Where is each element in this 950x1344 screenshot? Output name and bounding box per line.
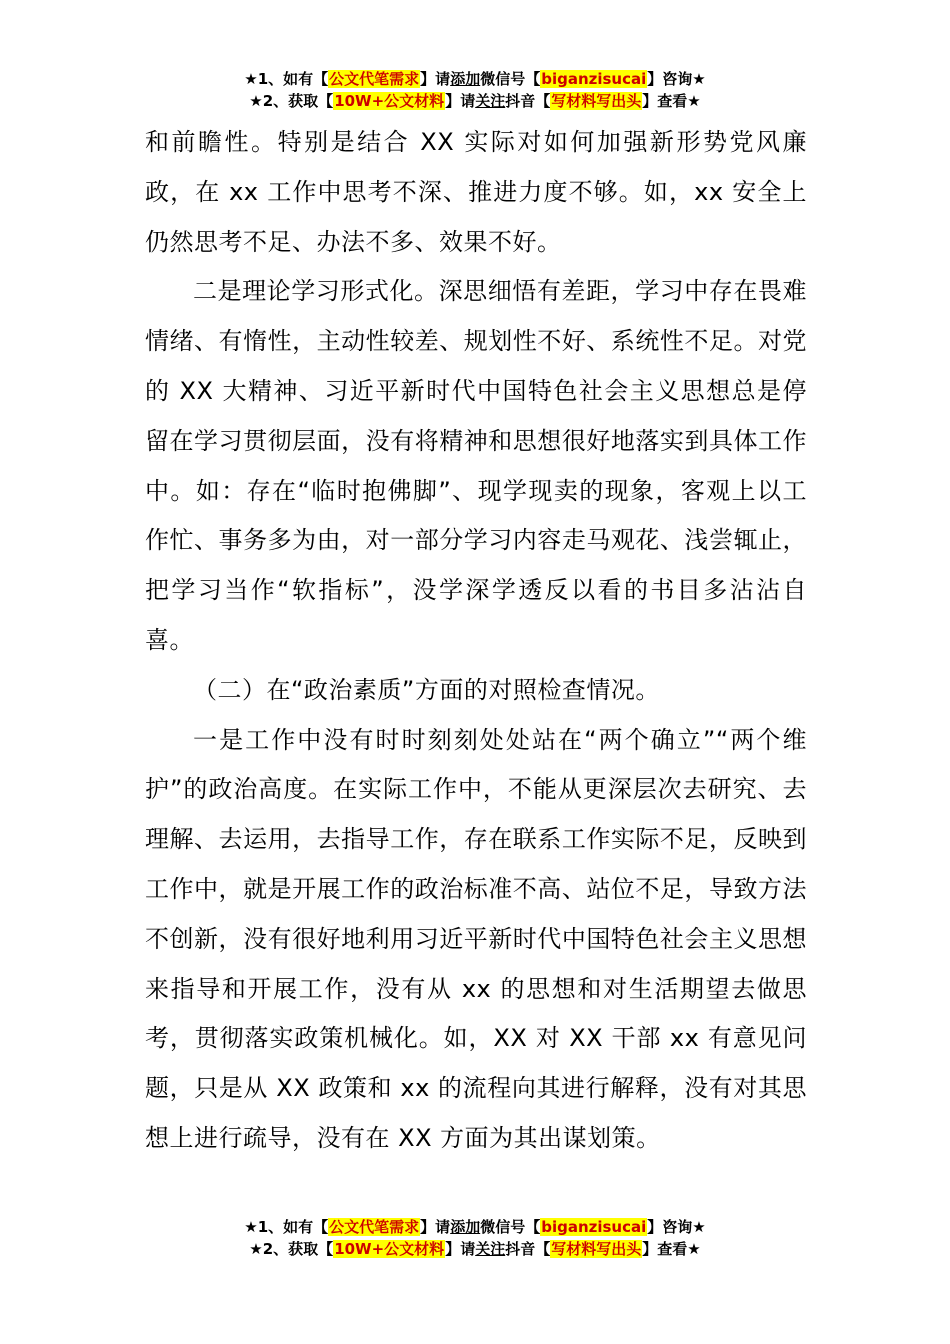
- paragraph-continuation: 和前瞻性。特别是结合 XX 实际对如何加强新形势党风廉政，在 xx 工作中思考不深、推进力度不够。如，xx 安全上仍然思考不足、办法不多、效果不好。: [145, 128, 807, 256]
- document-body: [145, 118, 807, 1164]
- highlight-wechat-id: biganzisucai: [541, 1218, 647, 1236]
- paragraph-political-height: 一是工作中没有时时刻刻处处站在“两个确立”“两个维护”的政治高度。在实际工作中，不能从更深层次去研究、去理解、去运用，去指导工作，存在联系工作实际不足，反映到工作中，就是开展工作的政治标准不高、站位不足，导致方法不创新，没有很好地利用习近平新时代中国特色社会主义思想来指导和开展工作，没有从 xx 的思想和对生活期望去做思考，贯彻落实政策机械化。如，XX 对 XX 干部 xx 有意见问题，只是从 XX 政策和 xx 的流程向其进行解释，没有对其思想上进行疏导，没有在 XX 方面为其出谋划策。: [145, 725, 807, 1152]
- highlight-materials: 10W+公文材料: [334, 1240, 445, 1258]
- highlight-materials: 10W+公文材料: [334, 92, 445, 110]
- banner-line-1: ★1、如有【公文代笔需求】请添加微信号【biganzisucai】咨询★: [244, 70, 706, 88]
- section-heading-political-quality: （二）在“政治素质”方面的对照检查情况。: [193, 675, 660, 704]
- banner-line-2: ★2、获取【10W+公文材料】请关注抖音【写材料写出头】查看★: [249, 1240, 701, 1258]
- banner-line-2: ★2、获取【10W+公文材料】请关注抖音【写材料写出头】查看★: [249, 92, 701, 110]
- paragraph-theory-study: 二是理论学习形式化。深思细悟有差距，学习中存在畏难情绪、有惰性，主动性较差、规划性不好、系统性不足。对党的 XX 大精神、习近平新时代中国特色社会主义思想总是停留在学习贯彻层面，没有将精神和思想很好地落实到具体工作中。如：存在“临时抱佛脚”、现学现卖的现象，客观上以工作忙、事务多为由，对一部分学习内容走马观花、浅尝辄止，把学习当作“软指标”，没学深学透反以看的书目多沾沾自喜。: [145, 277, 807, 654]
- highlight-douyin-account: 写材料写出头: [551, 92, 642, 110]
- header-banner: [0, 68, 950, 112]
- highlight-service: 公文代笔需求: [329, 70, 420, 88]
- footer-banner: [0, 1216, 950, 1260]
- highlight-douyin-account: 写材料写出头: [551, 1240, 642, 1258]
- banner-line-1: ★1、如有【公文代笔需求】请添加微信号【biganzisucai】咨询★: [244, 1218, 706, 1236]
- highlight-wechat-id: biganzisucai: [541, 70, 647, 88]
- highlight-service: 公文代笔需求: [329, 1218, 420, 1236]
